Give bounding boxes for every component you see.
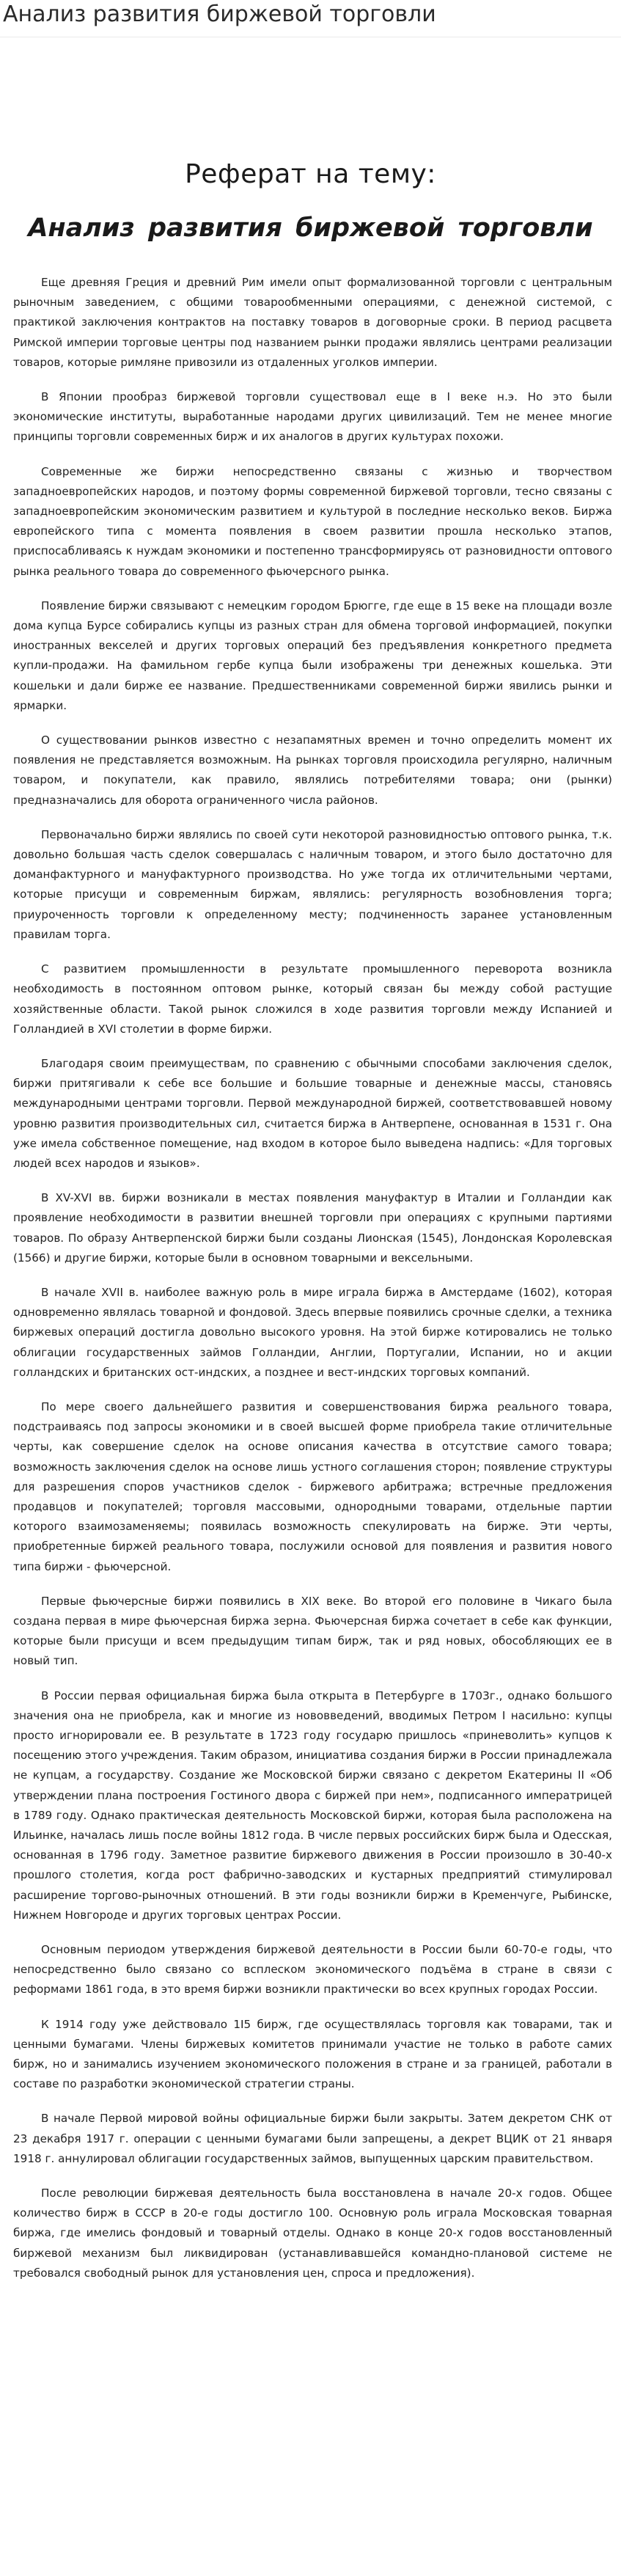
document-body bbox=[13, 273, 612, 2298]
paragraph: По мере своего дальнейшего развития и совершенствования биржа реального товара, подстраиваясь под запросы экономики и в своей высшей форме приобрела такие отличительные черты, как совершение сделок на основе описания качества в отсутствие самого товара; возможность заключения сделок на основе лишь устного соглашения сторон; появление структуры для разрешения споров участников сделок - биржевого арбитража; встречные предложения продавцов и покупателей; торговля массовыми, однородными товарами, отдельные партии которого взаимозаменяемы; появилась возможность спекулировать на бирже. Эти черты, приобретенные биржей реального товара, послужили основой для появления и развития нового типа биржи - фьючерсной. bbox=[13, 1399, 612, 1573]
page-header-title: Анализ развития биржевой торговли bbox=[3, 1, 436, 27]
paragraph: Современные же биржи непосредственно связаны с жизнью и творчеством западноевропейских народов, и поэтому формы современной биржевой торговли, тесно связаны с западноевропейским экономическим развитием и культурой в последние несколько веков. Биржа европейского типа с момента появления в своем развитии прошла несколько этапов, приспосабливаясь к нуждам экономики и постепенно трансформируясь от разновидности оптового рынка реального товара до современного фьючерсного рынка. bbox=[13, 464, 612, 578]
paragraph: О существовании рынков известно с незапамятных времен и точно определить момент их появления не представляется возможным. На рынках торговля происходила регулярно, наличным товаром, и покупатели, как правило, являлись потребителями товара; они (рынки) предназначались для оборота ограниченного числа районов. bbox=[13, 733, 612, 807]
paragraph: В Японии прообраз биржевой торговли существовал еще в I веке н.э. Но это были экономические институты, выработанные народами других цивилизаций. Тем не менее многие принципы торговли современных бирж и их аналогов в других культурах похожи. bbox=[13, 390, 612, 444]
paragraph: В начале XVII в. наиболее важную роль в мире играла биржа в Амстердаме (1602), которая одновременно являлась товарной и фондовой. Здесь впервые появились срочные сделки, а техника биржевых операций достигла довольно высокого уровня. На этой бирже котировались не только облигации государственных займов Голландии, Англии, Португалии, Испании, но и акции голландских и британских ост-индских, а позднее и вест-индских торговых компаний. bbox=[13, 1285, 612, 1379]
paragraph: В России первая официальная биржа была открыта в Петербурге в 1703г., однако большого значения она не приобрела, как и многие из нововведений, вводимых Петром I насильно: купцы просто игнорировали ее. В результате в 1723 году государю пришлось «приневолить» купцов к посещению этого учреждения. Таким образом, инициатива создания биржи в России принадлежала не купцам, а государству. Создание же Московской биржи связано с декретом Екатерины II «Об утверждении плана построения Гостиного двора с биржей при нем», подписанного императрицей в 1789 году. Однако практическая деятельность Московской биржи, которая была расположена на Ильинке, началась лишь после войны 1812 года. В числе первых российских бирж была и Одесская, основанная в 1796 году. Заметное развитие биржевого движения в России произошло в 30-40-х прошлого столетия, когда рост фабрично-заводских и кустарных предприятий стимулировал расширение торгово-рыночных отношений. В эти годы возникли биржи в Кременчуге, Рыбинске, Нижнем Новгороде и других торговых центрах России. bbox=[13, 1688, 612, 1922]
paragraph: В XV-XVI вв. биржи возникали в местах появления мануфактур в Италии и Голландии как проявление необходимости в развитии внешней торговли при операциях с крупными партиями товаров. По образу Антверпенской биржи были созданы Лионская (1545), Лондонская Королевская (1566) и другие биржи, которые были в основном товарными и вексельными. bbox=[13, 1191, 612, 1265]
paragraph: Основным периодом утверждения биржевой деятельности в России были 60-70-е годы, что непосредственно было связано со всплеском экономического подъёма в стране в связи с реформами 1861 года, в это время биржи возникли практически во всех крупных городах России. bbox=[13, 1943, 612, 1997]
paragraph: С развитием промышленности в результате промышленного переворота возникла необходимость в постоянном оптовом рынке, который связан бы между собой растущие хозяйственные области. Такой рынок сложился в ходе развития торговли между Испанией и Голландией в XVI столетии в форме биржи. bbox=[13, 962, 612, 1036]
document-subtitle: Реферат на тему: bbox=[185, 159, 436, 189]
document-title: Анализ развития биржевой торговли bbox=[28, 213, 593, 243]
paragraph: К 1914 году уже действовало 1I5 бирж, где осуществлялась торговля как товарами, так и ценными бумагами. Члены биржевых комитетов принимали участие не только в работе самих бирж, но и занимались изучением экономического положения в стране и за границей, работали в составе по разработки экономической стратегии страны. bbox=[13, 2017, 612, 2091]
paragraph: Еще древняя Греция и древний Рим имели опыт формализованной торговли с центральным рыночным заведением, с общими товарообменными операциями, с денежной системой, с практикой заключения контрактов на поставку товаров в договорные сроки. В период расцвета Римской империи торговые центры под названием рынки продажи являлись центрами реализации товаров, которые римляне привозили из отдаленных уголков империи. bbox=[13, 276, 612, 369]
paragraph: В начале Первой мировой войны официальные биржи были закрыты. Затем декретом СНК от 23 декабря 1917 г. операции с ценными бумагами были запрещены, а декрет ВЦИК от 21 января 1918 г. аннулировал облигации государственных займов, выпущенных царским правительством. bbox=[13, 2112, 612, 2165]
paragraph: Благодаря своим преимуществам, по сравнению с обычными способами заключения сделок, биржи притягивали к себе все большие и большие товарные и денежные массы, становясь международными центрами торговли. Первой международной биржей, соответствовавшей новому уровню развития производительных сил, считается биржа в Антверпене, основанная в 1531 г. Она уже имела собственное помещение, над входом в которое было выведена надпись: «Для торговых людей всех народов и языков». bbox=[13, 1056, 612, 1170]
paragraph: Появление биржи связывают с немецким городом Брюгге, где еще в 15 веке на площади возле дома купца Бурсе собирались купцы из разных стран для обмена торговой информацией, покупки иностранных векселей и других торговых операций без предъявления конкретного предмета купли-продажи. На фамильном гербе купца были изображены три денежных кошелька. Эти кошельки и дали бирже ее название. Предшественниками современной биржи явились рынки и ярмарки. bbox=[13, 599, 612, 712]
paragraph: После революции биржевая деятельность была восстановлена в начале 20-х годов. Общее количество бирж в СССР в 20-е годы достигло 100. Основную роль играла Московская товарная биржа, где имелись фондовый и товарный отделы. Однако в конце 20-х годов восстановленный биржевой механизм был ликвидирован (устанавливавшейся командно-плановой системе не требовался свободный рынок для установления цен, спроса и предложения). bbox=[13, 2187, 612, 2280]
document-title-block bbox=[0, 157, 621, 245]
paragraph: Первые фьючерсные биржи появились в XIX веке. Во второй его половине в Чикаго была создана первая в мире фьючерсная биржа зерна. Фьючерсная биржа сочетает в себе как функции, которые были присущи и всем предыдущим типам бирж, так и ряд новых, обособляющих ее в новый тип. bbox=[13, 1594, 612, 1668]
paragraph: Первоначально биржи являлись по своей сути некоторой разновидностью оптового рынка, т.к. довольно большая часть сделок совершалась с наличным товаром, и этого было достаточно для доманфактурного и мануфактурного производства. Но уже тогда их отличительными чертами, которые присущи и современным биржам, являлись: регулярность возобновления торга; приуроченность торговли к определенному месту; подчиненность заранее установленным правилам торга. bbox=[13, 827, 612, 941]
